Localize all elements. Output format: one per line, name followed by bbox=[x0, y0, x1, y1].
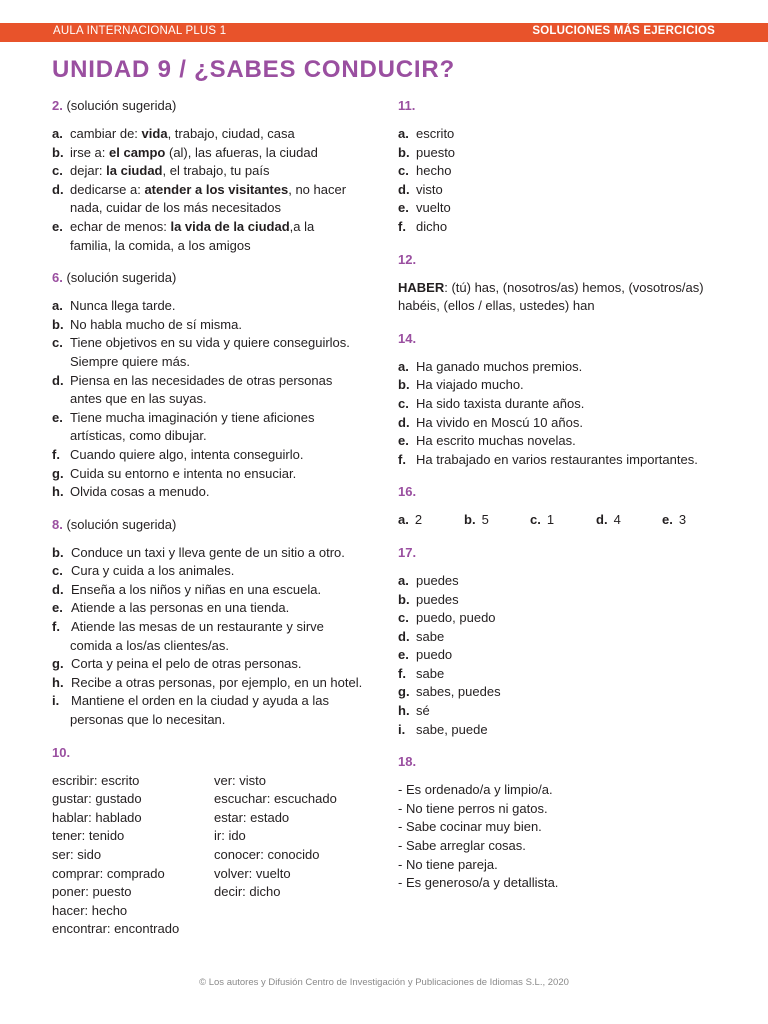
item-letter: h. bbox=[52, 674, 64, 690]
list-item bbox=[52, 297, 377, 316]
list-item bbox=[52, 692, 377, 711]
item-letter: c. bbox=[52, 163, 63, 179]
item-text: Ha viajado mucho. bbox=[416, 377, 524, 393]
participle-entry: ser: sido bbox=[52, 847, 102, 862]
item-letter: e. bbox=[398, 200, 409, 216]
item-letter: b. bbox=[398, 144, 410, 160]
list-item bbox=[52, 618, 377, 637]
item-text: Conduce un taxi y lleva gente de un sitio a otro. bbox=[71, 544, 345, 560]
item-text: sabes, puedes bbox=[416, 684, 501, 700]
participle-entry: escribir: escrito bbox=[52, 772, 140, 788]
list-item: - Sabe arreglar cosas. bbox=[398, 838, 526, 854]
item-letter: b. bbox=[52, 144, 64, 160]
exercise-number: 18. bbox=[398, 754, 417, 770]
item-letter: c. bbox=[398, 395, 409, 411]
item-text: 4 bbox=[613, 512, 621, 528]
exercise-18 bbox=[398, 753, 728, 893]
list-item bbox=[398, 376, 728, 395]
item-text: puedes bbox=[416, 572, 459, 588]
item-text: Atiende las mesas de un restaurante y sirve bbox=[71, 619, 324, 635]
haber-forms-continued: habéis, (ellos / ellas, ustedes) han bbox=[398, 298, 595, 314]
participle-entry: comprar: comprado bbox=[52, 865, 165, 881]
item-text-prefix: cambiar de: bbox=[70, 126, 142, 141]
exercise-number: 17. bbox=[398, 544, 417, 560]
list-item bbox=[398, 358, 728, 377]
list-item bbox=[398, 199, 728, 218]
item-text-suffix: (al), las afueras, la ciudad bbox=[165, 144, 318, 160]
list-item: - Es generoso/a y detallista. bbox=[398, 875, 559, 891]
list-item bbox=[398, 162, 728, 181]
participle-column-2 bbox=[214, 772, 384, 939]
page-title: UNIDAD 9 / ¿SABES CONDUCIR? bbox=[52, 56, 455, 83]
item-text: hecho bbox=[416, 163, 452, 179]
item-letter: i. bbox=[398, 721, 406, 737]
item-text: sabe bbox=[416, 665, 445, 681]
exercise-10 bbox=[52, 744, 377, 939]
list-item bbox=[398, 125, 728, 144]
participle-entry: ver: visto bbox=[214, 772, 267, 788]
item-letter: f. bbox=[52, 446, 60, 462]
item-text: Ha escrito muchas novelas. bbox=[416, 433, 576, 449]
item-text: puedo bbox=[416, 647, 453, 663]
list-item: - Sabe cocinar muy bien. bbox=[398, 819, 542, 835]
item-answer: vida bbox=[141, 126, 168, 141]
list-item bbox=[398, 572, 728, 591]
item-text: Tiene mucha imaginación y tiene aficiones bbox=[70, 409, 315, 425]
list-item bbox=[398, 628, 728, 647]
list-item bbox=[398, 414, 728, 433]
exercise-16 bbox=[398, 483, 728, 530]
answer-cell bbox=[662, 511, 728, 530]
participle-entry: estar: estado bbox=[214, 809, 290, 825]
item-letter: d. bbox=[52, 372, 64, 388]
item-text bbox=[70, 125, 377, 144]
item-text: puedes bbox=[416, 591, 459, 607]
list-item bbox=[398, 683, 728, 702]
participle-entry: conocer: conocido bbox=[214, 847, 320, 862]
participle-entry: encontrar: encontrado bbox=[52, 921, 180, 937]
exercise-number: 11. bbox=[398, 98, 416, 113]
answer-cell bbox=[596, 511, 662, 530]
item-letter: d. bbox=[52, 181, 64, 197]
exercise-number: 8. bbox=[52, 516, 63, 532]
item-text: puedo, puedo bbox=[416, 610, 496, 626]
participle-entry: volver: vuelto bbox=[214, 865, 291, 881]
item-answer: la ciudad bbox=[106, 163, 163, 179]
item-letter: c. bbox=[398, 163, 409, 179]
item-text: 5 bbox=[481, 512, 489, 528]
item-letter: g. bbox=[52, 656, 64, 672]
participle-column-1 bbox=[52, 772, 214, 939]
list-item bbox=[398, 432, 728, 451]
list-item bbox=[398, 646, 728, 665]
item-text: 2 bbox=[414, 512, 423, 528]
item-letter: f. bbox=[52, 619, 60, 635]
item-text: Corta y peina el pelo de otras personas. bbox=[71, 656, 302, 672]
participle-entry: gustar: gustado bbox=[52, 791, 142, 807]
item-text: Cura y cuida a los animales. bbox=[71, 563, 235, 579]
item-letter: d. bbox=[398, 628, 410, 644]
item-answer: atender a los visitantes bbox=[144, 181, 289, 197]
list-item bbox=[52, 599, 377, 618]
exercise-heading bbox=[52, 269, 377, 288]
item-answer: el campo bbox=[109, 144, 166, 160]
item-text: sé bbox=[416, 703, 430, 719]
section-label: SOLUCIONES MÁS EJERCICIOS bbox=[532, 25, 715, 37]
item-continuation: Siempre quiere más. bbox=[70, 353, 190, 369]
item-letter: a. bbox=[52, 298, 63, 314]
item-continuation: personas que lo necesitan. bbox=[70, 712, 226, 728]
item-text-prefix: echar de menos: bbox=[70, 218, 171, 234]
item-letter: e. bbox=[662, 512, 673, 528]
item-text: 1 bbox=[546, 512, 555, 528]
list-item bbox=[52, 446, 377, 465]
item-letter: i. bbox=[52, 693, 60, 709]
item-letter: c. bbox=[52, 335, 63, 351]
item-text: Cuida su entorno e intenta no ensuciar. bbox=[70, 465, 297, 481]
list-item bbox=[52, 581, 377, 600]
list-item bbox=[52, 483, 377, 502]
exercise-6 bbox=[52, 269, 377, 502]
item-text: sabe, puede bbox=[416, 721, 488, 737]
participle-entry: decir: dicho bbox=[214, 884, 281, 900]
item-letter: f. bbox=[398, 451, 406, 467]
item-letter: a. bbox=[52, 126, 63, 141]
list-item bbox=[52, 144, 377, 163]
item-text: Mantiene el orden en la ciudad y ayuda a las bbox=[71, 693, 330, 709]
item-continuation: comida a los/as clientes/as. bbox=[70, 637, 229, 653]
exercise-heading bbox=[52, 744, 377, 763]
list-item: - Es ordenado/a y limpio/a. bbox=[398, 782, 553, 798]
exercise-heading bbox=[398, 330, 728, 349]
exercise-2 bbox=[52, 97, 377, 255]
list-item bbox=[398, 702, 728, 721]
item-letter: b. bbox=[398, 591, 410, 607]
item-text: Ha sido taxista durante años. bbox=[416, 395, 585, 411]
list-item bbox=[52, 316, 377, 335]
item-letter: e. bbox=[52, 600, 63, 616]
list-item bbox=[52, 562, 377, 581]
list-item bbox=[398, 609, 728, 628]
answer-cell bbox=[464, 511, 530, 530]
item-letter: b. bbox=[52, 544, 64, 560]
item-letter: a. bbox=[398, 126, 409, 141]
participle-entry: hablar: hablado bbox=[52, 809, 142, 825]
item-letter: h. bbox=[398, 703, 410, 719]
item-text bbox=[70, 162, 377, 181]
list-item: - No tiene pareja. bbox=[398, 856, 498, 872]
item-continuation: nada, cuidar de los más necesitados bbox=[70, 200, 282, 216]
item-text: Enseña a los niños y niñas en una escuela. bbox=[71, 581, 322, 597]
list-item bbox=[52, 544, 377, 563]
list-item bbox=[52, 674, 377, 693]
item-letter: d. bbox=[398, 181, 410, 197]
item-continuation: familia, la comida, a los amigos bbox=[70, 237, 251, 253]
item-letter: b. bbox=[52, 316, 64, 332]
exercise-number: 14. bbox=[398, 330, 417, 346]
item-text-suffix: ,a la bbox=[289, 218, 315, 234]
item-letter: a. bbox=[398, 512, 409, 528]
item-text: Ha ganado muchos premios. bbox=[416, 358, 583, 374]
item-letter: b. bbox=[398, 377, 410, 393]
list-item bbox=[398, 144, 728, 163]
item-text bbox=[70, 144, 377, 163]
list-item bbox=[52, 465, 377, 484]
item-letter: f. bbox=[398, 218, 406, 234]
haber-forms: : (tú) has, (nosotros/as) hemos, (vosotros/as) bbox=[444, 279, 704, 295]
item-text: escrito bbox=[416, 126, 455, 141]
list-item bbox=[52, 655, 377, 674]
item-letter: c. bbox=[398, 610, 409, 626]
exercise-heading bbox=[398, 753, 728, 772]
exercise-14 bbox=[398, 330, 728, 470]
item-text bbox=[70, 218, 377, 237]
answer-cell bbox=[530, 511, 596, 530]
item-answer: la vida de la ciudad bbox=[170, 218, 290, 234]
item-continuation: antes que en las suyas. bbox=[70, 391, 207, 407]
item-text: dicho bbox=[416, 218, 448, 234]
list-item bbox=[52, 162, 377, 181]
answer-cell bbox=[398, 511, 464, 530]
participle-entry: hacer: hecho bbox=[52, 902, 128, 918]
exercise-note: (solución sugerida) bbox=[66, 98, 177, 113]
participle-entry: escuchar: escuchado bbox=[214, 791, 337, 807]
item-text: Ha vivido en Moscú 10 años. bbox=[416, 414, 583, 430]
participle-entry: ir: ido bbox=[214, 828, 246, 844]
item-continuation: artísticas, como dibujar. bbox=[70, 428, 207, 444]
list-item bbox=[398, 665, 728, 684]
exercise-heading bbox=[398, 251, 728, 270]
item-text: No habla mucho de sí misma. bbox=[70, 316, 242, 332]
item-text-prefix: irse a: bbox=[70, 144, 110, 160]
item-letter: e. bbox=[52, 218, 63, 234]
item-text-suffix: , trabajo, ciudad, casa bbox=[167, 126, 295, 141]
item-letter: b. bbox=[464, 512, 476, 528]
list-item bbox=[398, 218, 728, 237]
item-letter: d. bbox=[398, 414, 410, 430]
exercise-note: (solución sugerida) bbox=[66, 516, 177, 532]
exercise-8 bbox=[52, 516, 377, 730]
item-letter: a. bbox=[398, 358, 409, 374]
exercise-11 bbox=[398, 97, 728, 237]
exercise-heading bbox=[398, 544, 728, 563]
list-item bbox=[52, 218, 377, 237]
exercise-note: (solución sugerida) bbox=[66, 270, 177, 286]
item-text: Piensa en las necesidades de otras personas bbox=[70, 372, 333, 388]
exercise-heading bbox=[52, 97, 377, 116]
haber-conjugation bbox=[398, 279, 728, 298]
exercise-12 bbox=[398, 251, 728, 316]
item-text: vuelto bbox=[416, 200, 451, 216]
item-text: Nunca llega tarde. bbox=[70, 298, 176, 314]
exercise-17 bbox=[398, 544, 728, 739]
left-column bbox=[52, 97, 377, 953]
item-letter: e. bbox=[398, 433, 409, 449]
list-item bbox=[52, 181, 377, 200]
list-item bbox=[398, 451, 728, 470]
exercise-number: 2. bbox=[52, 98, 63, 113]
exercise-number: 6. bbox=[52, 270, 63, 286]
haber-label: HABER bbox=[398, 279, 445, 295]
item-text bbox=[70, 181, 377, 200]
participle-entry: tener: tenido bbox=[52, 828, 125, 844]
item-text-prefix: dejar: bbox=[70, 163, 107, 179]
item-letter: g. bbox=[52, 465, 64, 481]
list-item bbox=[398, 721, 728, 740]
participle-entry: poner: puesto bbox=[52, 884, 132, 900]
item-letter: f. bbox=[398, 665, 406, 681]
exercise-heading bbox=[398, 97, 728, 116]
item-letter: a. bbox=[398, 572, 409, 588]
item-text-suffix: , el trabajo, tu país bbox=[162, 163, 270, 179]
item-text: Tiene objetivos en su vida y quiere conseguirlos. bbox=[70, 335, 350, 351]
exercise-number: 10. bbox=[52, 744, 71, 760]
item-text: visto bbox=[416, 181, 443, 197]
exercise-number: 12. bbox=[398, 251, 417, 267]
copyright-footer: © Los autores y Difusión Centro de Investigación y Publicaciones de Idiomas S.L., 2020 bbox=[199, 977, 569, 988]
item-letter: e. bbox=[52, 409, 63, 425]
item-text-suffix: , no hacer bbox=[288, 181, 347, 197]
item-text: Atiende a las personas en una tienda. bbox=[71, 600, 290, 616]
item-letter: d. bbox=[596, 512, 608, 528]
item-letter: d. bbox=[52, 581, 64, 597]
right-column bbox=[398, 97, 728, 907]
exercise-heading bbox=[398, 483, 728, 502]
exercise-number: 16. bbox=[398, 484, 417, 500]
item-letter: e. bbox=[398, 647, 409, 663]
item-text: Olvida cosas a menudo. bbox=[70, 484, 210, 500]
participle-table bbox=[52, 772, 377, 939]
exercise-heading bbox=[52, 516, 377, 535]
item-text: Cuando quiere algo, intenta conseguirlo. bbox=[70, 446, 304, 462]
item-text: Ha trabajado en varios restaurantes importantes. bbox=[416, 451, 698, 467]
item-text: Recibe a otras personas, por ejemplo, en un hotel. bbox=[71, 674, 363, 690]
list-item bbox=[52, 409, 377, 428]
list-item bbox=[398, 591, 728, 610]
list-item bbox=[398, 181, 728, 200]
item-text: puesto bbox=[416, 144, 456, 160]
list-item bbox=[398, 395, 728, 414]
item-text-prefix: dedicarse a: bbox=[70, 181, 145, 197]
item-text: sabe bbox=[416, 628, 445, 644]
book-title: AULA INTERNACIONAL PLUS 1 bbox=[53, 25, 227, 37]
list-item: - No tiene perros ni gatos. bbox=[398, 800, 548, 816]
item-letter: c. bbox=[530, 512, 541, 528]
list-item bbox=[52, 372, 377, 391]
item-letter: h. bbox=[52, 484, 64, 500]
item-letter: g. bbox=[398, 684, 410, 700]
item-letter: c. bbox=[52, 563, 63, 579]
list-item bbox=[52, 334, 377, 353]
item-text: 3 bbox=[678, 512, 687, 528]
list-item bbox=[52, 125, 377, 144]
answer-row bbox=[398, 511, 728, 530]
header-bar bbox=[0, 23, 768, 42]
